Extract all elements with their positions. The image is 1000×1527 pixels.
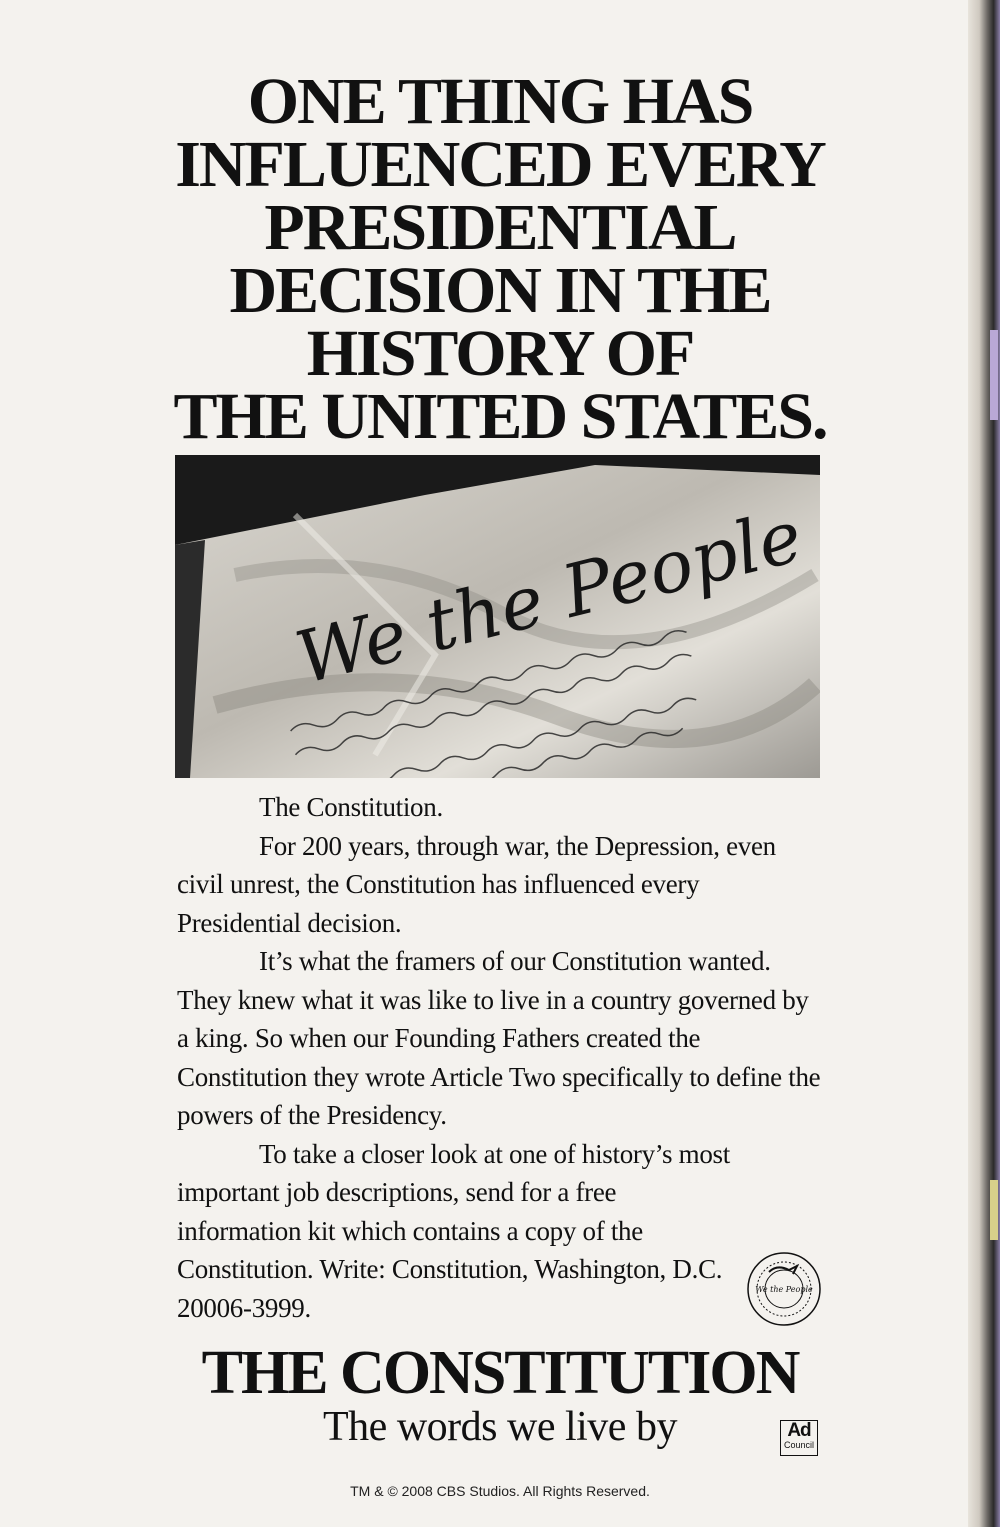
constitution-parchment-image	[175, 455, 820, 778]
headline-line: ONE THING HAS	[247, 65, 753, 138]
headline-line: PRESIDENTIAL	[264, 191, 736, 264]
edge-stripe	[990, 330, 998, 420]
ad-council-ad: Ad	[787, 1420, 811, 1441]
body-paragraph: To take a closer look at one of history’s most important job descriptions, send for a free information kit which contains a copy of the Constitution. Write: Constitution, Washington, D.C. 20006-3999.	[177, 1138, 730, 1323]
bicentennial-seal	[745, 1250, 823, 1328]
body-copy	[177, 788, 822, 1327]
headline-line: THE UNITED STATES.	[173, 380, 827, 453]
seal-icon	[745, 1250, 823, 1328]
body-lead: The Constitution.	[259, 792, 443, 822]
headline-line: HISTORY OF	[306, 317, 694, 390]
body-paragraph: It’s what the framers of our Constitution wanted. They knew what it was like to live in a country governed by a king. So when our Founding Fathers created the Constitution they wrote Article Two specifically to define the powers of the Presidency.	[177, 946, 821, 1130]
we-the-people-script: We the People	[287, 493, 811, 701]
brand-title: THE CONSTITUTION	[201, 1339, 799, 1407]
edge-stripe	[990, 1180, 998, 1240]
headline-line: DECISION IN THE	[229, 254, 771, 327]
body-paragraph: For 200 years, through war, the Depression, even civil unrest, the Constitution has influenced every Presidential decision.	[177, 830, 776, 938]
page-edge	[968, 0, 1000, 1527]
ad-council-logo	[780, 1420, 818, 1456]
copyright-footer: TM & © 2008 CBS Studios. All Rights Reserved.	[350, 1483, 650, 1499]
headline	[170, 65, 830, 453]
brand-tagline: The words we live by	[323, 1404, 677, 1450]
headline-line: INFLUENCED EVERY	[175, 128, 825, 201]
constitution-photo	[175, 455, 820, 778]
ad-council-council: Council	[783, 1440, 814, 1450]
seal-text: We the People	[755, 1285, 813, 1294]
